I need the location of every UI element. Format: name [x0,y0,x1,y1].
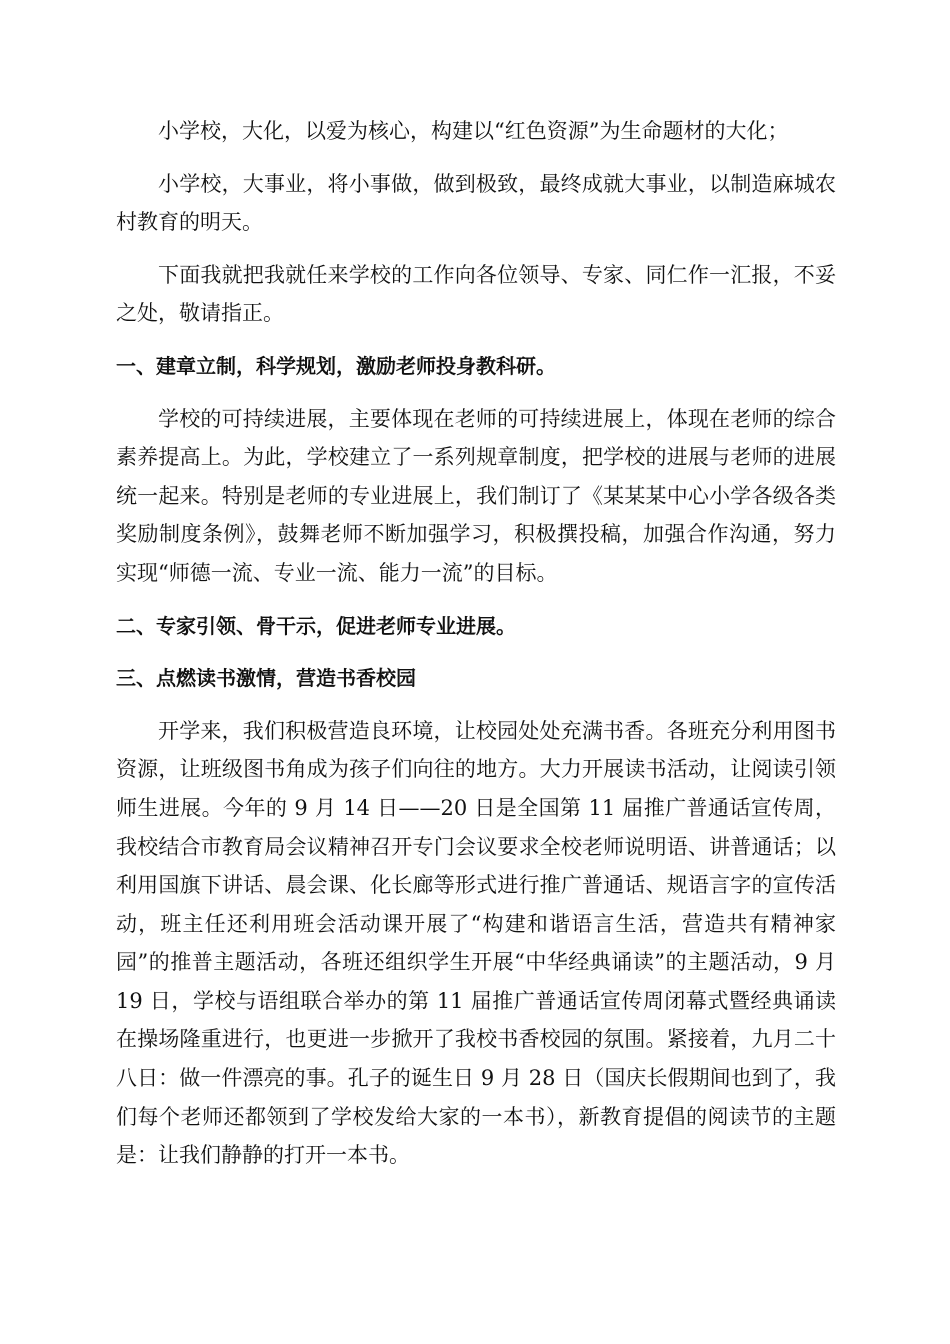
paragraph-5: 开学来，我们积极营造良环境，让校园处处充满书香。各班充分利用图书资源，让班级图书角成为孩子们向往的地方。大力开展读书活动，让阅读引领师生进展。今年的 9 月 14 日——20 日是全国第 11 届推广普通话宣传周，我校结合市教育局会议精神召开专门会议要求全校老师说明语、讲普通话；以利用国旗下讲话、晨会课、化长廊等形式进行推广普通话、规语言字的宣传活动，班主任还利用班会活动课开展了“构建和谐语言生活，营造共有精神家园”的推普主题活动，各班还组织学生开展“中华经典诵读”的主题活动，9 月 19 日，学校与语组联合举办的第 11 届推广普通话宣传周闭幕式暨经典诵读在操场隆重进行，也更进一步掀开了我校书香校园的氛围。紧接着，九月二十八日：做一件漂亮的事。孔子的诞生日 9 月 28 日（国庆长假期间也到了，我们每个老师还都领到了学校发给大家的一本书），新教育提倡的阅读节的主题是：让我们静静的打开一本书。 [116,718,836,1168]
section-heading-1: 一、建章立制，科学规划，激励老师投身教科研。 [116,353,556,378]
paragraph-1: 小学校，大化，以爱为核心，构建以“红色资源”为生命题材的大化； [158,119,789,143]
document-body [116,112,836,1189]
paragraph-3: 下面我就把我就任来学校的工作向各位领导、专家、同仁作一汇报，不妥之处，敬请指正。 [116,262,836,326]
paragraph-4: 学校的可持续进展，主要体现在老师的可持续进展上，体现在老师的综合素养提高上。为此，学校建立了一系列规章制度，把学校的进展与老师的进展统一起来。特别是老师的专业进展上，我们制订了《某某某中心小学各级各类奖励制度条例》，鼓舞老师不断加强学习，积极撰投稿，加强合作沟通，努力实现“师德一流、专业一流、能力一流”的目标。 [116,406,836,585]
section-heading-3: 三、点燃读书激情，营造书香校园 [116,666,416,691]
section-heading-2: 二、专家引领、骨干示，促进老师专业进展。 [116,613,516,638]
paragraph-2: 小学校，大事业，将小事做，做到极致，最终成就大事业，以制造麻城农村教育的明天。 [116,171,836,235]
